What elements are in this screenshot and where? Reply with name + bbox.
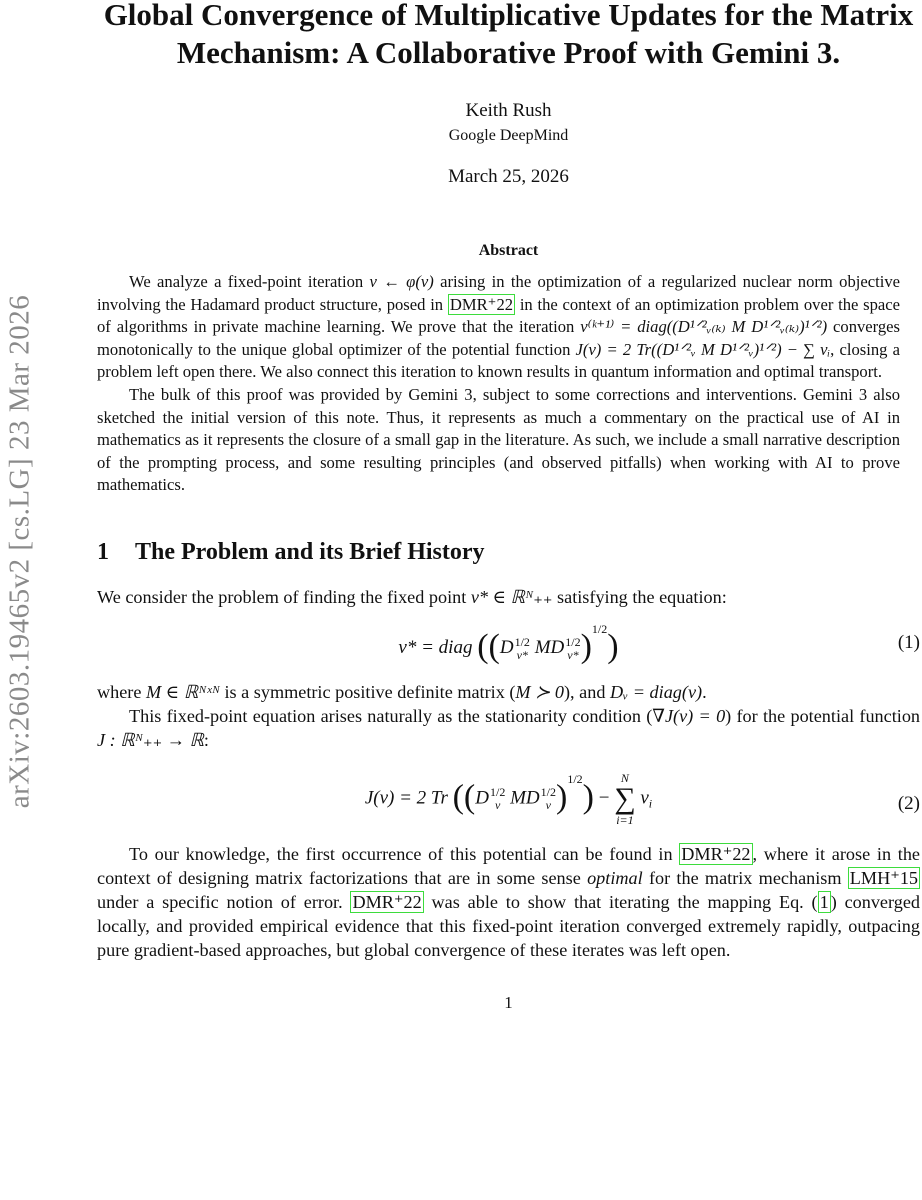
eq1-outer-exp: 1/2 (591, 621, 608, 636)
text: was able to show that iterating the mapping Eq. ( (423, 891, 818, 912)
text: under a specific notion of error. (97, 891, 351, 912)
inline-math: v⁽ᵏ⁺¹⁾ = diag((D¹ᐟ²ᵥ₍ₖ₎ M D¹ᐟ²ᵥ₍ₖ₎)¹ᐟ²) (580, 317, 828, 337)
eq1-d2: D (550, 636, 565, 658)
abstract-body (97, 271, 900, 497)
citation-link[interactable]: DMR⁺22 (449, 294, 514, 314)
eq2-sup2: 1/2 (540, 784, 556, 799)
inline-math: v ← φ(v) (369, 272, 434, 291)
text: ), and (564, 681, 610, 702)
text: We analyze a fixed-point iteration (129, 272, 370, 291)
equation-1: v* = diag ((D 1/2 v* MD 1/2 v* )1/2) (1) (398, 621, 920, 665)
inline-math: J(v) = 2 Tr((D¹ᐟ²ᵥ M D¹ᐟ²ᵥ)¹ᐟ²) − ∑ vᵢ (575, 339, 831, 359)
citation-link[interactable]: DMR⁺22 (681, 843, 751, 864)
paragraph (97, 271, 900, 384)
page-number: 1 (504, 992, 513, 1012)
text: where (97, 681, 146, 702)
eq2-sub2: v (545, 797, 551, 812)
sum-lower: i=1 (616, 812, 634, 827)
text: , where it arose in the context of designing matrix factorizations that are in some sense (97, 843, 920, 888)
eq1-sub2: v* (567, 647, 579, 662)
eq2-sub: v (495, 797, 501, 812)
page-column (97, 0, 920, 1018)
eq1-m: M (534, 636, 551, 658)
emphasis: optimal (587, 867, 643, 888)
abstract-heading: Abstract (478, 242, 539, 259)
body-paragraph-3 (97, 842, 920, 962)
citation-link[interactable]: 1 (819, 891, 829, 912)
sum-upper: N (620, 770, 629, 785)
eq2-d: D (475, 787, 489, 809)
eq1-lhs: v* = diag (398, 636, 473, 658)
inline-math: M ≻ 0 (515, 681, 564, 702)
body-paragraph-2 (97, 680, 920, 752)
equation-number: (2) (897, 792, 920, 814)
text: for the matrix mechanism (642, 867, 848, 888)
text: in the context of an optimization problem over the space of algorithms in private machine learning. We prove that the iteration (97, 294, 900, 337)
eq2-minus: − (598, 787, 610, 809)
equation-2: J(v) = 2 Tr ((D 1/2 v MD 1/2 v )1/2) − N ∑ i=1 $v_i$ (2) (364, 770, 920, 827)
eq2-term-sub: i (648, 796, 653, 811)
eq2-term: v (640, 787, 649, 809)
paragraph (97, 585, 920, 609)
inline-math: v* ∈ ℝᴺ₊₊ (470, 586, 553, 607)
text: : (203, 729, 209, 750)
text: We consider the problem of finding the fixed point (97, 586, 471, 607)
section-number: 1 (97, 538, 109, 565)
text: satisfying the equation: (552, 586, 727, 607)
author-affiliation: Google DeepMind (448, 127, 569, 144)
eq2-lhs: J(v) = 2 Tr (364, 787, 448, 809)
text: This fixed-point equation arises naturally as the stationarity condition ( (129, 705, 653, 726)
text: The bulk of this proof was provided by Gemini 3, subject to some corrections and interventions. Gemini 3 also sketched the initial version of this note. Thus, it represents as much a commentary on the practical use of AI in mathematics as it represents the closure of a small gap in the literature. As such, we include a small narrative description of the prompting process, and some resulting principles (and observed pitfalls) when working with AI to prove mathematics. (97, 384, 900, 495)
eq1-sub: v* (516, 647, 528, 662)
section-title: The Problem and its Brief History (135, 538, 485, 565)
paragraph (97, 384, 900, 497)
paragraph (97, 704, 920, 752)
eq2-outer-exp: 1/2 (567, 772, 583, 787)
eq2-m: M (510, 787, 526, 809)
eq1-sup: 1/2 (514, 634, 530, 649)
paper-title: Global Convergence of Multiplicative Updates for the Matrix Mechanism: A Collaborative Proof with Gemini 3. (103, 0, 914, 70)
eq2-sup: 1/2 (490, 784, 506, 799)
text: is a symmetric positive definite matrix ( (219, 681, 516, 702)
citation-link[interactable]: LMH⁺15 (849, 867, 918, 888)
text: converges monotonically to the unique global optimizer of the potential function (97, 317, 900, 359)
text: . (702, 681, 707, 702)
inline-math: M ∈ ℝᴺˣᴺ (145, 681, 220, 702)
section-heading (97, 537, 920, 567)
eq1-d: D (499, 636, 514, 658)
sum-symbol: ∑ (614, 781, 636, 815)
text: arising in the optimization of a regularized nuclear norm objective involving the Hadamard product structure, posed in (97, 272, 900, 314)
inline-math: J : ℝᴺ₊₊ → ℝ (97, 729, 204, 750)
paper-date: March 25, 2026 (448, 166, 569, 187)
eq1-sup2: 1/2 (565, 634, 581, 649)
equation-number: (1) (897, 631, 920, 653)
eq2-d2: D (525, 787, 540, 809)
text: , closing a problem left open there. We also connect this iteration to known results in quantum information and optimal transport. (97, 339, 900, 382)
author-name: Keith Rush (465, 100, 552, 121)
text: To our knowledge, the first occurrence of this potential can be found in (129, 843, 680, 864)
inline-math: ∇J(v) = 0 (652, 705, 726, 726)
text: ) converged locally, and provided empirical evidence that this fixed-point iteration converged extremely rapidly, outpacing pure gradient-based approaches, but global convergence of these iterates was left open. (97, 891, 920, 960)
inline-math: Dᵥ = diag(v) (609, 681, 703, 702)
text: ) for the potential function (725, 705, 921, 726)
body-paragraph-1 (97, 585, 920, 609)
arxiv-stamp: arXiv:2603.19465v2 [cs.LG] 23 Mar 2026 (3, 294, 36, 809)
eq2-sum (614, 772, 635, 826)
paragraph (97, 842, 920, 962)
citation-link[interactable]: DMR⁺22 (352, 891, 422, 912)
paragraph (97, 680, 920, 704)
